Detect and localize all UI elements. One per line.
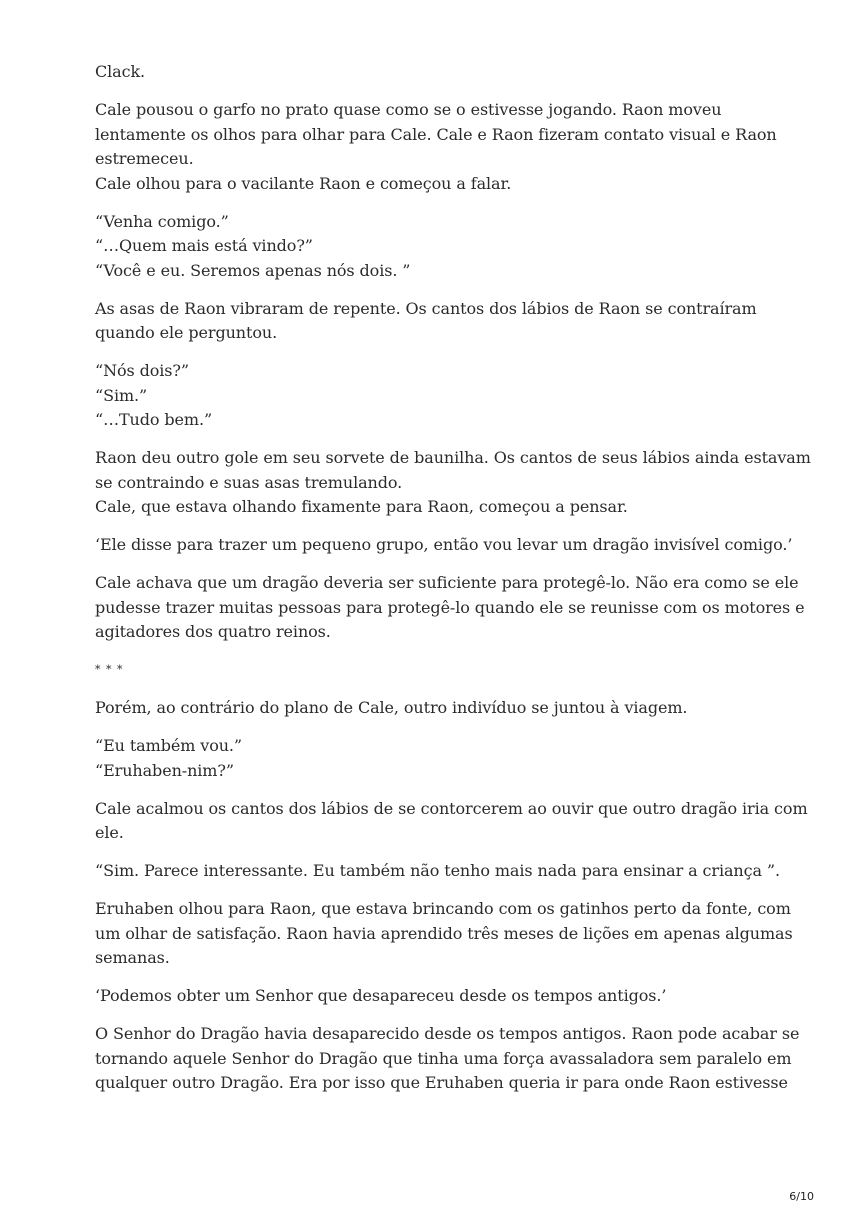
- text-line: “Eu também vou.”: [95, 736, 243, 755]
- text-line: “…Quem mais está vindo?”: [95, 236, 313, 255]
- text-line: Porém, ao contrário do plano de Cale, outro indivíduo se juntou à viagem.: [95, 698, 688, 717]
- text-line: ‘Podemos obter um Senhor que desapareceu desde os tempos antigos.’: [95, 986, 667, 1005]
- paragraph: [95, 210, 775, 284]
- text-line: “Venha comigo.”: [95, 211, 229, 231]
- text-line: Cale olhou para o vacilante Raon e começou a falar.: [95, 173, 512, 193]
- paragraph: [95, 98, 775, 196]
- text-line: Cale acalmou os cantos dos lábios de se contorcerem ao ouvir que outro dragão iria com: [95, 798, 808, 818]
- page-number: 6/10: [789, 1190, 814, 1203]
- text-line: qualquer outro Dragão. Era por isso que Eruhaben queria ir para onde Raon estivesse: [95, 1073, 788, 1092]
- paragraph: [95, 359, 775, 433]
- text-line: O Senhor do Dragão havia desaparecido desde os tempos antigos. Raon pode acabar se: [95, 1024, 800, 1043]
- paragraph: [95, 446, 811, 520]
- text-line: “…Tudo bem.”: [95, 410, 213, 429]
- text-line: “Você e eu. Seremos apenas nós dois. ”: [95, 260, 411, 280]
- text-line: “Nós dois?”: [95, 361, 189, 380]
- paragraph: [95, 297, 775, 346]
- text-line: * * *: [95, 663, 124, 676]
- paragraph: [95, 797, 808, 846]
- text-line: tornando aquele Senhor do Dragão que tinha uma força avassaladora sem paralelo em: [95, 1048, 792, 1068]
- text-line: “Sim.”: [95, 385, 148, 405]
- paragraph: [95, 897, 793, 971]
- text-line: As asas de Raon vibraram de repente. Os cantos dos lábios de Raon se contraíram: [95, 298, 757, 318]
- text-line: lentamente os olhos para olhar para Cale. Cale e Raon fizeram contato visual e Raon: [95, 124, 777, 144]
- text-line: agitadores dos quatro reinos.: [95, 622, 331, 641]
- text-line: semanas.: [95, 948, 170, 967]
- paragraph: [95, 1022, 800, 1096]
- section-divider: [95, 658, 775, 683]
- text-line: Eruhaben olhou para Raon, que estava brincando com os gatinhos perto da fonte, com: [95, 899, 791, 918]
- paragraph: [95, 984, 775, 1009]
- text-line: “Sim. Parece interessante. Eu também não tenho mais nada para ensinar a criança ”.: [95, 861, 780, 880]
- text-line: Cale pousou o garfo no prato quase como se o estivesse jogando. Raon moveu: [95, 100, 722, 119]
- text-line: quando ele perguntou.: [95, 323, 278, 342]
- text-line: estremeceu.: [95, 149, 194, 168]
- text-line: Raon deu outro gole em seu sorvete de baunilha. Os cantos de seus lábios ainda estavam: [95, 448, 811, 467]
- paragraph: [95, 571, 805, 645]
- text-line: Cale, que estava olhando fixamente para Raon, começou a pensar.: [95, 497, 628, 516]
- paragraph: [95, 533, 793, 558]
- paragraph: [95, 60, 775, 85]
- text-line: Clack.: [95, 62, 146, 81]
- paragraph: [95, 734, 775, 783]
- paragraph: [95, 696, 775, 721]
- text-line: ele.: [95, 823, 124, 842]
- document-body: [95, 60, 811, 1109]
- paragraph: [95, 859, 780, 884]
- text-line: Cale achava que um dragão deveria ser suficiente para protegê-lo. Não era como se ele: [95, 573, 799, 592]
- text-line: pudesse trazer muitas pessoas para protegê-lo quando ele se reunisse com os motores e: [95, 597, 805, 617]
- text-line: um olhar de satisfação. Raon havia aprendido três meses de lições em apenas algumas: [95, 923, 793, 943]
- text-line: “Eruhaben-nim?”: [95, 760, 234, 780]
- text-line: se contraindo e suas asas tremulando.: [95, 472, 403, 492]
- text-line: ‘Ele disse para trazer um pequeno grupo, então vou levar um dragão invisível comigo.’: [95, 535, 793, 554]
